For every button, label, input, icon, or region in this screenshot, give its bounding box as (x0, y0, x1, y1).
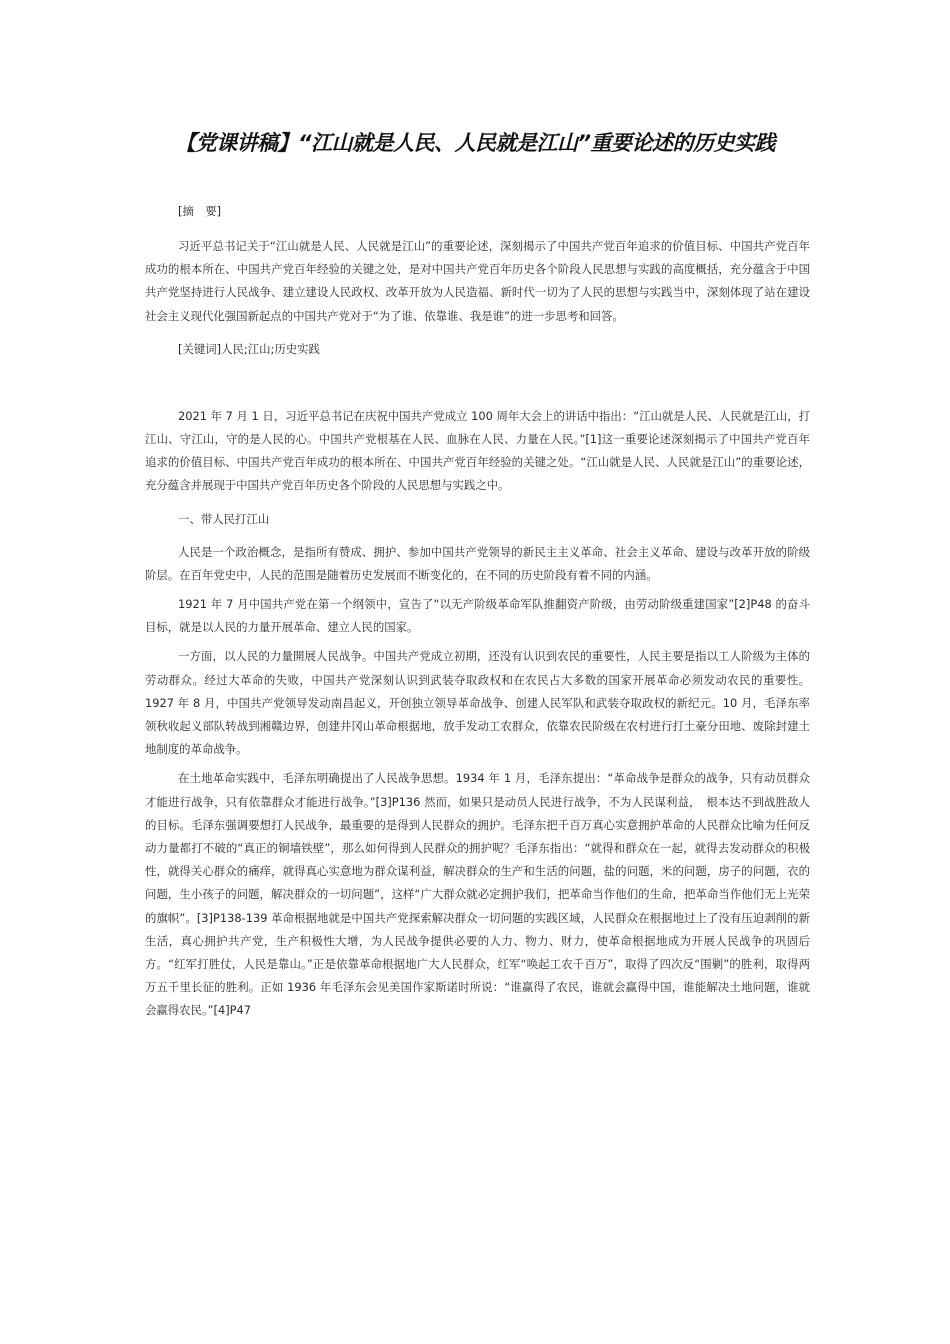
abstract-label: [摘 要] (178, 204, 222, 218)
keywords-line: [关键词]人民;江山;历史实践 (178, 341, 320, 356)
paragraph-1921-program: 1921 年 7 月中国共产党在第一个纲领中，宣告了“以无产阶级革命军队推翻资产阶级，由劳动阶级重建国家”[2]P48 的奋斗目标，就是以人民的力量开展革命、建立人民的国家。 (145, 597, 810, 635)
paragraph-people-definition: 人民是一个政治概念，是指所有赞成、拥护、参加中国共产党领导的新民主主义革命、社会主义革命、建设与改革开放的阶级阶层。在百年党史中，人民的范围是随着历史发展而不断变化的，在不同的历史阶段有着不同的内涵。 (145, 544, 810, 582)
section-heading: 一、带人民打江山 (178, 511, 270, 526)
paragraph-peoples-war: 一方面，以人民的力量開展人民战争。中国共产党成立初期，还没有认识到农民的重要性，人民主要是指以工人阶级为主体的劳动群众。经过大革命的失败，中国共产党深刻认识到武装夺取政权和在农民占大多数的国家开展革命必须发动农民的重要性。1927 年 8 月，中国共产党领导发动南昌起义，开创独立领导革命战争、创建人民军队和武装夺取政权的新纪元。10 月，毛泽东率领秋收起义部队转战到湘赣边界，创建井冈山革命根据地，放手发动工农群众，依靠农民阶级在农村进行打土豪分田地、废除封建土地制度的革命战争。 (145, 649, 810, 757)
document-title: 【党课讲稿】“江山就是人民、人民就是江山”重要论述的历史实践 (174, 131, 776, 155)
document-body (145, 200, 810, 1023)
abstract-paragraph: 习近平总书记关于“江山就是人民、人民就是江山”的重要论述，深刻揭示了中国共产党百年追求的价值目标、中国共产党百年成功的根本所在、中国共产党百年经验的关键之处，是对中国共产党百年历史各个阶段人民思想与实践的高度概括，充分蕴含于中国共产党坚持进行人民战争、建立建设人民政权、改革开放为人民造福、新时代一切为了人民的思想与实践当中，深刻体现了站在建设社会主义现代化强国新起点的中国共产党对于“为了谁、依靠谁、我是谁”的进一步思考和回答。 (145, 239, 810, 323)
paragraph-land-revolution: 在土地革命实践中，毛泽东明确提出了人民战争思想。1934 年 1 月，毛泽东提出：“革命战争是群众的战争，只有动员群众才能进行战争，只有依靠群众才能进行战争。”[3]P136 然而，如果只是动员人民进行战争，不为人民谋利益， 根本达不到战胜敌人的目标。毛泽东强调要想打人民战争，最重要的是得到人民群众的拥护。毛泽东把千百万真心实意拥护革命的人民群众比喻为任何反动力量都打不破的“真正的铜墙铁壁”，那么如何得到人民群众的拥护呢？毛泽东指出：“就得和群众在一起，就得去发动群众的积极性，就得关心群众的痛痒，就得真心实意地为群众谋利益，解决群众的生产和生活的问题，盐的问题，米的问题，房子的问题，衣的问题，生小孩子的问题，解决群众的一切问题”，这样“广大群众就必定拥护我们，把革命当作他们的生命，把革命当作他们无上光荣的旗帜”。[3]P138-139 革命根据地就是中国共产党探索解决群众一切问题的实践区域，人民群众在根据地过上了没有压迫剥削的新生活，真心拥护共产党，生产积极性大增，为人民战争提供必要的人力、物力、财力，使革命根据地成为开展人民战争的巩固后方。“红军打胜仗，人民是靠山。”正是依靠革命根据地广大人民群众，红军“唤起工农千百万”，取得了四次反“围剿”的胜利，取得两万五千里长征的胜利。正如 1936 年毛泽东会见美国作家斯诺时所说：“谁赢得了农民，谁就会赢得中国，谁能解决土地问题，谁就会赢得农民。”[4]P47 (145, 771, 810, 1018)
paragraph-intro: 2021 年 7 月 1 日，习近平总书记在庆祝中国共产党成立 100 周年大会上的讲话中指出：“江山就是人民、人民就是江山，打江山、守江山，守的是人民的心。中国共产党根基在人民、血脉在人民、力量在人民。”[1]这一重要论述深刻揭示了中国共产党百年追求的价值目标、中国共产党百年成功的根本所在、中国共产党百年经验的关键之处。“江山就是人民、人民就是江山”的重要论述，充分蕴含并展现于中国共产党百年历史各个阶段的人民思想与实践之中。 (145, 408, 810, 493)
